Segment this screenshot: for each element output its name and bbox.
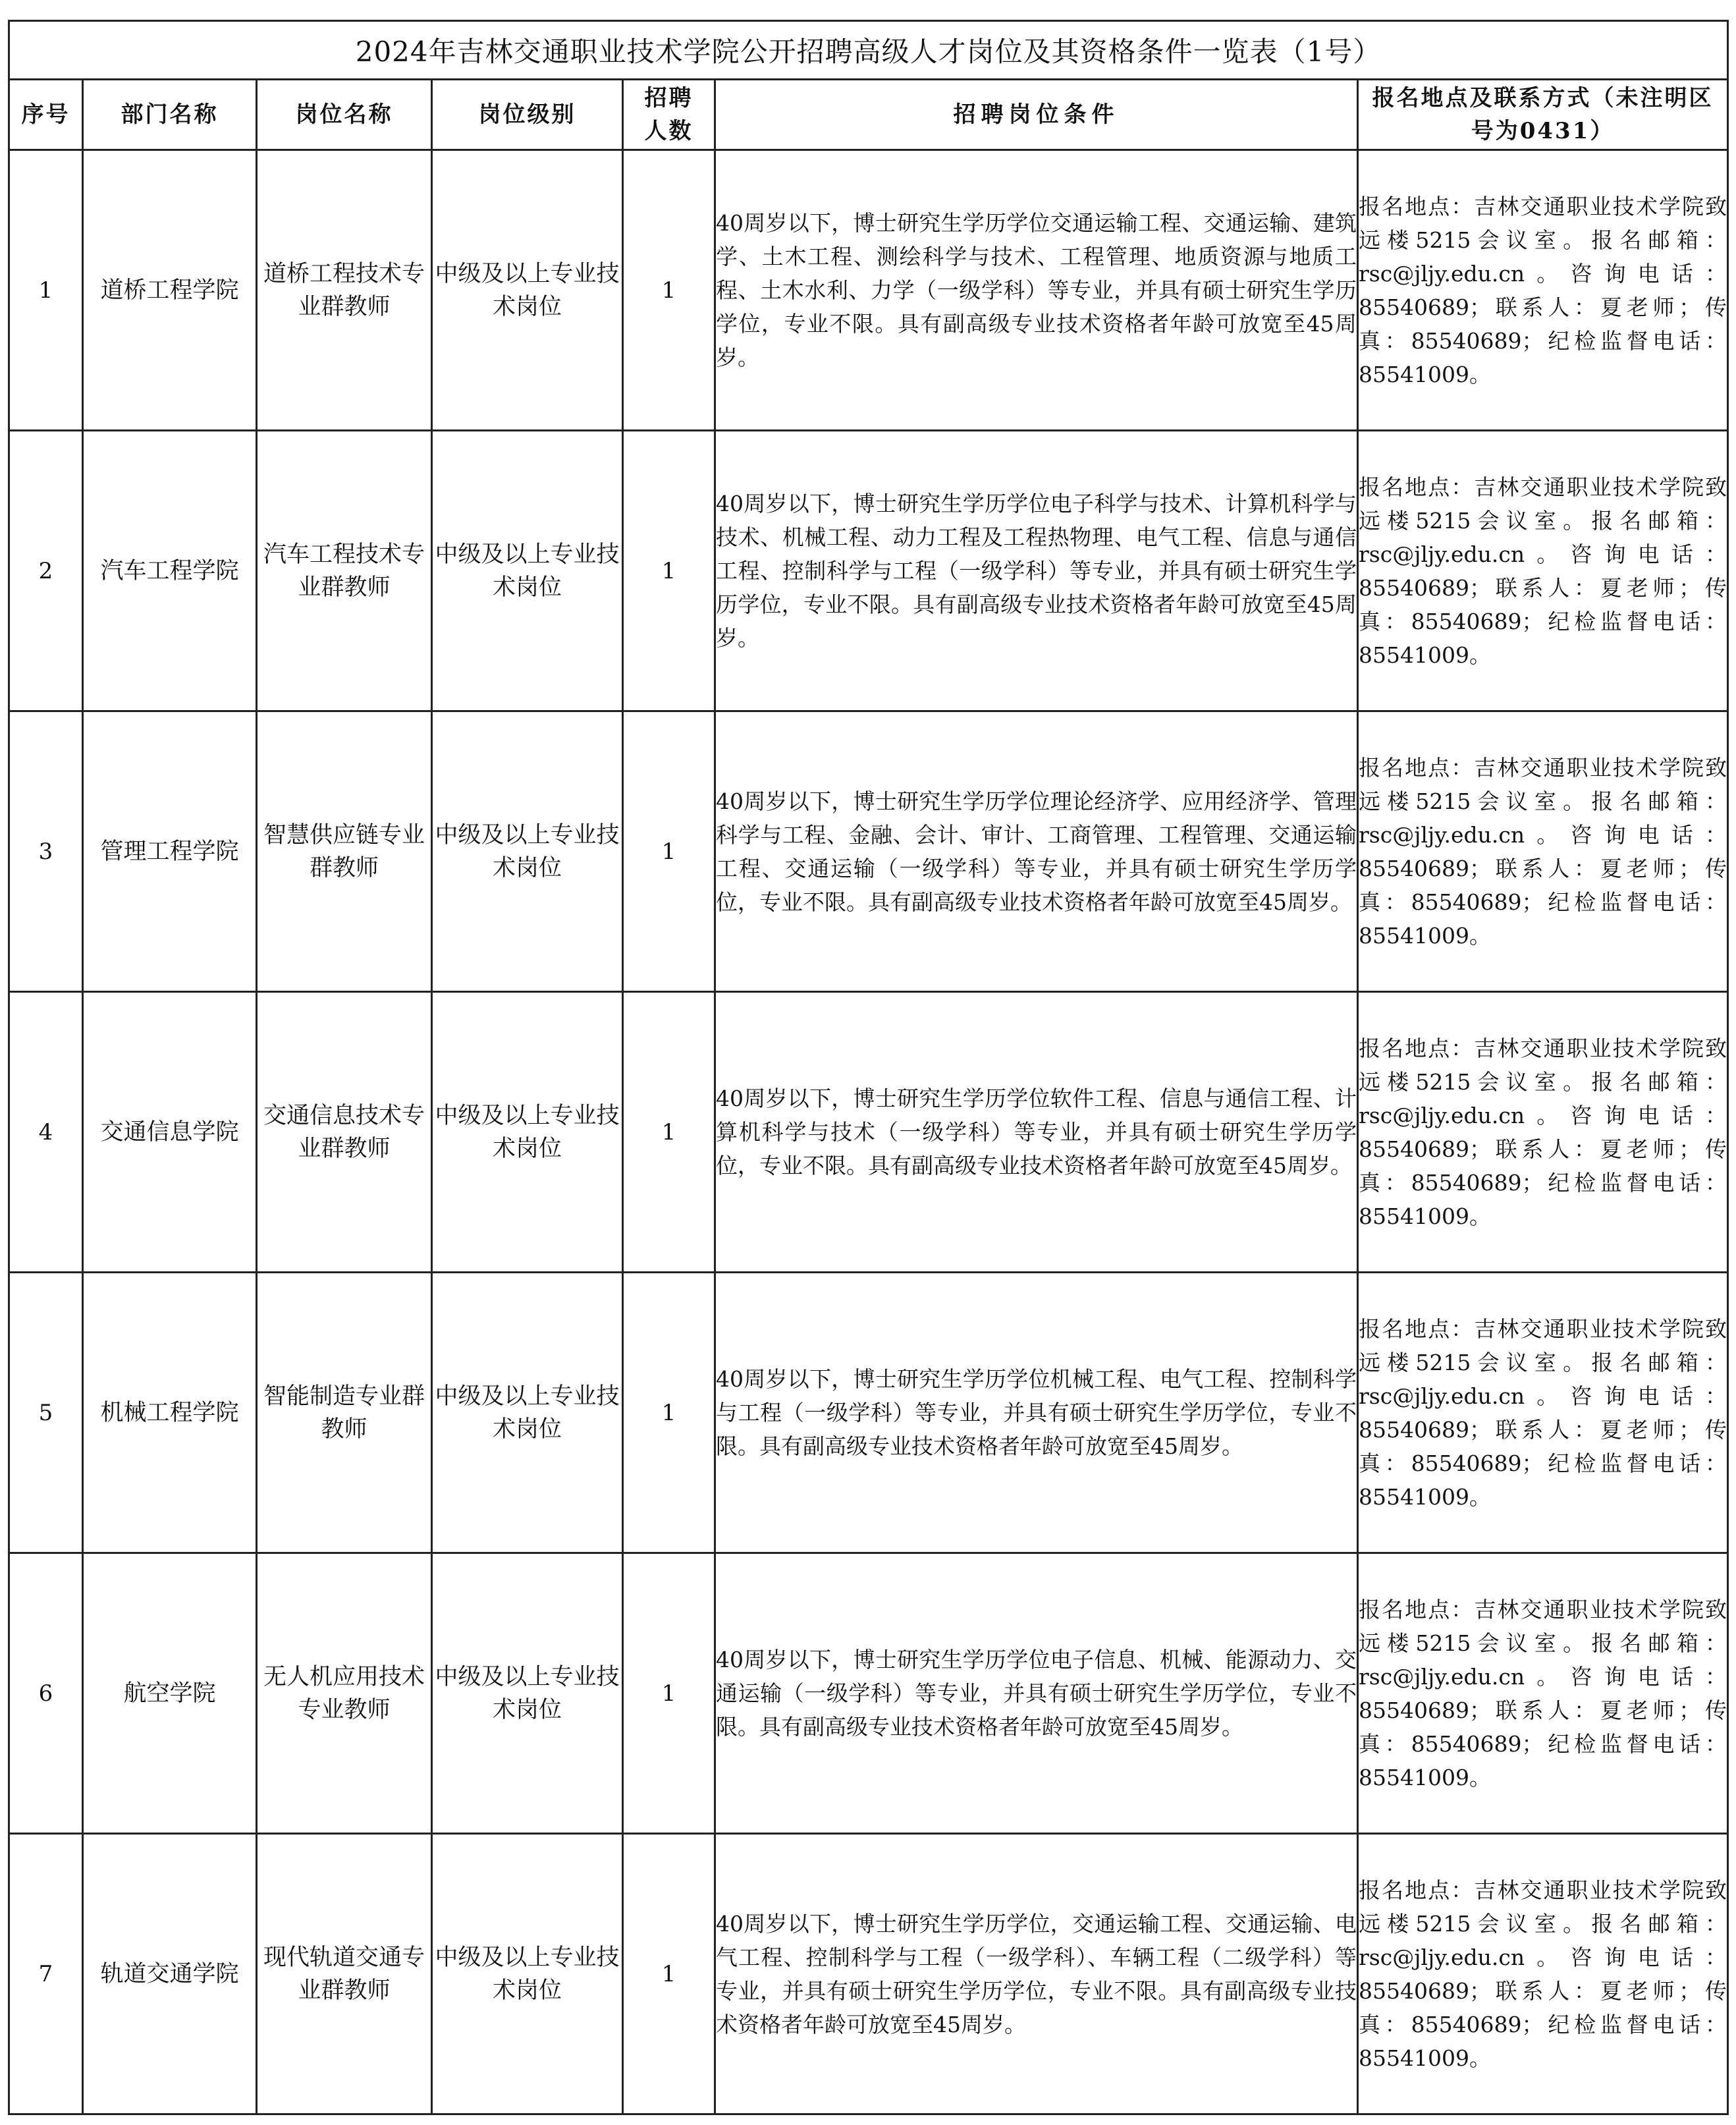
row-index: 1	[9, 150, 83, 431]
row-index: 6	[9, 1553, 83, 1834]
header-index: 序号	[9, 80, 83, 150]
row-requirements: 40周岁以下，博士研究生学历学位交通运输工程、交通运输、建筑学、土木工程、测绘科学与技术、工程管理、地质资源与地质工程、土木水利、力学（一级学科）等专业，并具有硕士研究生学历学位，专业不限。具有副高级专业技术资格者年龄可放宽至45周岁。	[715, 150, 1358, 431]
row-count: 1	[623, 1553, 715, 1834]
recruitment-sheet	[8, 20, 1727, 2115]
header-level: 岗位级别	[432, 80, 623, 150]
row-department: 管理工程学院	[83, 711, 257, 992]
row-position: 智慧供应链专业群教师	[257, 711, 432, 992]
table-row	[9, 1553, 1728, 1834]
table-row	[9, 992, 1728, 1273]
row-requirements: 40周岁以下，博士研究生学历学位电子信息、机械、能源动力、交通运输（一级学科）等专业，并具有硕士研究生学历学位，专业不限。具有副高级专业技术资格者年龄可放宽至45周岁。	[715, 1553, 1358, 1834]
row-position: 汽车工程技术专业群教师	[257, 431, 432, 711]
row-level: 中级及以上专业技术岗位	[432, 992, 623, 1273]
row-count: 1	[623, 711, 715, 992]
row-level: 中级及以上专业技术岗位	[432, 1834, 623, 2114]
row-requirements: 40周岁以下，博士研究生学历学位理论经济学、应用经济学、管理科学与工程、金融、会计、审计、工商管理、工程管理、交通运输工程、交通运输（一级学科）等专业，并具有硕士研究生学历学位，专业不限。具有副高级专业技术资格者年龄可放宽至45周岁。	[715, 711, 1358, 992]
row-contact: 报名地点：吉林交通职业技术学院致远楼5215会议室。报名邮箱：rsc@jljy.edu.cn。咨询电话：85540689；联系人：夏老师；传真：85540689；纪检监督电话：85541009。	[1358, 992, 1728, 1273]
row-contact: 报名地点：吉林交通职业技术学院致远楼5215会议室。报名邮箱：rsc@jljy.edu.cn。咨询电话：85540689；联系人：夏老师；传真：85540689；纪检监督电话：85541009。	[1358, 1273, 1728, 1553]
row-count: 1	[623, 431, 715, 711]
header-row	[9, 80, 1728, 150]
row-department: 机械工程学院	[83, 1273, 257, 1553]
row-level: 中级及以上专业技术岗位	[432, 431, 623, 711]
table-row	[9, 711, 1728, 992]
recruitment-table	[8, 20, 1729, 2115]
row-requirements: 40周岁以下，博士研究生学历学位软件工程、信息与通信工程、计算机科学与技术（一级学科）等专业，并具有硕士研究生学历学位，专业不限。具有副高级专业技术资格者年龄可放宽至45周岁。	[715, 992, 1358, 1273]
row-contact: 报名地点：吉林交通职业技术学院致远楼5215会议室。报名邮箱：rsc@jljy.edu.cn。咨询电话：85540689；联系人：夏老师；传真：85540689；纪检监督电话：85541009。	[1358, 431, 1728, 711]
row-department: 轨道交通学院	[83, 1834, 257, 2114]
row-department: 交通信息学院	[83, 992, 257, 1273]
row-index: 7	[9, 1834, 83, 2114]
row-index: 4	[9, 992, 83, 1273]
row-position: 交通信息技术专业群教师	[257, 992, 432, 1273]
row-count: 1	[623, 1834, 715, 2114]
row-level: 中级及以上专业技术岗位	[432, 1273, 623, 1553]
row-level: 中级及以上专业技术岗位	[432, 150, 623, 431]
table-row	[9, 150, 1728, 431]
row-level: 中级及以上专业技术岗位	[432, 711, 623, 992]
row-department: 航空学院	[83, 1553, 257, 1834]
row-position: 智能制造专业群教师	[257, 1273, 432, 1553]
row-department: 汽车工程学院	[83, 431, 257, 711]
row-index: 3	[9, 711, 83, 992]
row-count: 1	[623, 992, 715, 1273]
row-contact: 报名地点：吉林交通职业技术学院致远楼5215会议室。报名邮箱：rsc@jljy.edu.cn。咨询电话：85540689；联系人：夏老师；传真：85540689；纪检监督电话：85541009。	[1358, 1553, 1728, 1834]
row-count: 1	[623, 1273, 715, 1553]
header-contact: 报名地点及联系方式（未注明区号为0431）	[1358, 80, 1728, 150]
row-level: 中级及以上专业技术岗位	[432, 1553, 623, 1834]
table-row	[9, 1834, 1728, 2114]
row-requirements: 40周岁以下，博士研究生学历学位机械工程、电气工程、控制科学与工程（一级学科）等专业，并具有硕士研究生学历学位，专业不限。具有副高级专业技术资格者年龄可放宽至45周岁。	[715, 1273, 1358, 1553]
table-title: 2024年吉林交通职业技术学院公开招聘高级人才岗位及其资格条件一览表（1号）	[9, 21, 1728, 80]
header-position: 岗位名称	[257, 80, 432, 150]
row-requirements: 40周岁以下，博士研究生学历学位电子科学与技术、计算机科学与技术、机械工程、动力工程及工程热物理、电气工程、信息与通信工程、控制科学与工程（一级学科）等专业，并具有硕士研究生学历学位，专业不限。具有副高级专业技术资格者年龄可放宽至45周岁。	[715, 431, 1358, 711]
row-position: 无人机应用技术专业教师	[257, 1553, 432, 1834]
row-department: 道桥工程学院	[83, 150, 257, 431]
row-position: 现代轨道交通专业群教师	[257, 1834, 432, 2114]
row-position: 道桥工程技术专业群教师	[257, 150, 432, 431]
table-row	[9, 1273, 1728, 1553]
row-requirements: 40周岁以下，博士研究生学历学位，交通运输工程、交通运输、电气工程、控制科学与工程（一级学科）、车辆工程（二级学科）等专业，并具有硕士研究生学历学位，专业不限。具有副高级专业技术资格者年龄可放宽至45周岁。	[715, 1834, 1358, 2114]
row-index: 2	[9, 431, 83, 711]
row-contact: 报名地点：吉林交通职业技术学院致远楼5215会议室。报名邮箱：rsc@jljy.edu.cn。咨询电话：85540689；联系人：夏老师；传真：85540689；纪检监督电话：85541009。	[1358, 1834, 1728, 2114]
header-department: 部门名称	[83, 80, 257, 150]
header-count: 招聘人数	[623, 80, 715, 150]
table-body	[9, 150, 1728, 2114]
row-index: 5	[9, 1273, 83, 1553]
row-contact: 报名地点：吉林交通职业技术学院致远楼5215会议室。报名邮箱：rsc@jljy.edu.cn。咨询电话：85540689；联系人：夏老师；传真：85540689；纪检监督电话：85541009。	[1358, 711, 1728, 992]
table-row	[9, 431, 1728, 711]
row-count: 1	[623, 150, 715, 431]
row-contact: 报名地点：吉林交通职业技术学院致远楼5215会议室。报名邮箱：rsc@jljy.edu.cn。咨询电话：85540689；联系人：夏老师；传真：85540689；纪检监督电话：85541009。	[1358, 150, 1728, 431]
header-requirements: 招聘岗位条件	[715, 80, 1358, 150]
